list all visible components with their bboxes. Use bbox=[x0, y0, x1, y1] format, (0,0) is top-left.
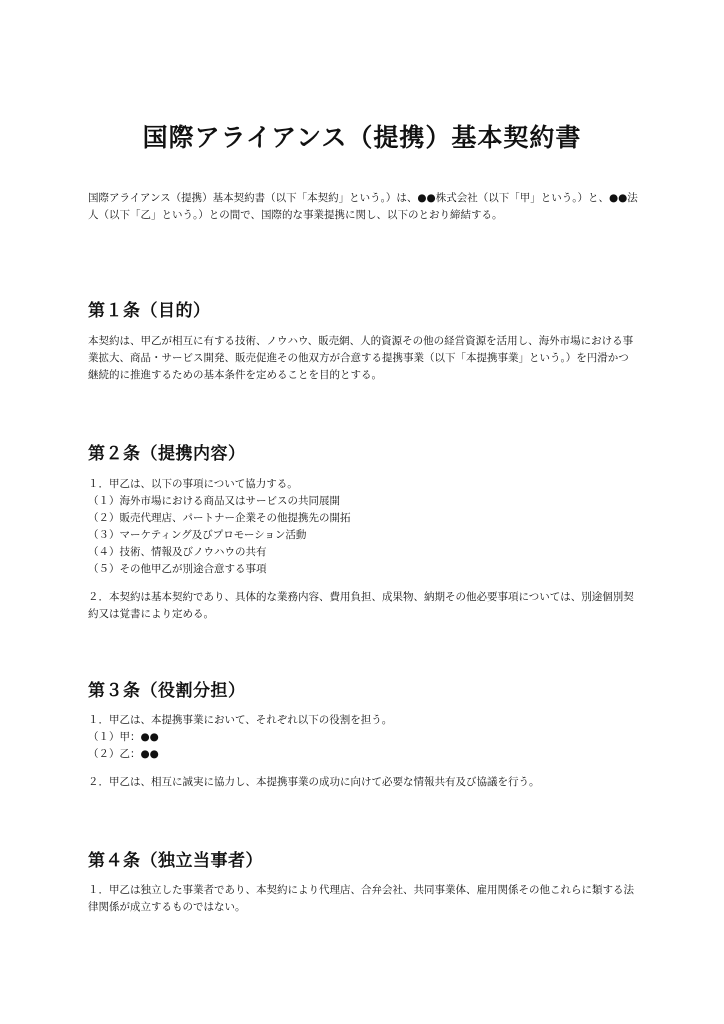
article-2-para-2: ２．本契約は基本契約であり、具体的な業務内容、費用負担、成果物、納期その他必要事項については、別途個別契約又は覚書により定める。 bbox=[88, 591, 634, 620]
list-item: １．甲乙は、以下の事項について協力する。 bbox=[88, 478, 298, 490]
document-title: 国際アライアンス（提携）基本契約書 bbox=[142, 123, 582, 152]
list-item: （２）乙：●● bbox=[88, 748, 159, 760]
article-3-heading: 第３条（役割分担） bbox=[88, 681, 246, 701]
list-item: （３）マーケティング及びプロモーション活動 bbox=[88, 529, 307, 541]
list-item: （５）その他甲乙が別途合意する事項 bbox=[88, 563, 267, 575]
preamble-text: 国際アライアンス（提携）基本契約書（以下「本契約」という。）は、●●株式会社（以下「甲」という。）と、●●法人（以下「乙」という。）との間で、国際的な事業提携に関し、以下のとおり締結する。 bbox=[88, 192, 638, 221]
article-2-list bbox=[88, 476, 638, 578]
article-1-heading: 第１条（目的） bbox=[88, 301, 211, 321]
article-1-body: 本契約は、甲乙が相互に有する技術、ノウハウ、販売網、人的資源その他の経営資源を活用し、海外市場における事業拡大、商品・サービス開発、販売促進その他双方が合意する提携事業（以下「本提携事業」という。）を円滑かつ継続的に推進するための基本条件を定めることを目的とする。 bbox=[88, 335, 634, 381]
article-3-list bbox=[88, 712, 638, 763]
list-item: （１）甲：●● bbox=[88, 731, 159, 743]
list-item: （４）技術、情報及びノウハウの共有 bbox=[88, 546, 267, 558]
list-item: （１）海外市場における商品又はサービスの共同展開 bbox=[88, 495, 340, 507]
article-4-heading: 第４条（独立当事者） bbox=[88, 851, 263, 871]
article-3-para-2: ２．甲乙は、相互に誠実に協力し、本提携事業の成功に向けて必要な情報共有及び協議を行う。 bbox=[88, 776, 540, 788]
list-item: １．甲乙は、本提携事業において、それぞれ以下の役割を担う。 bbox=[88, 714, 393, 726]
list-item: （２）販売代理店、パートナー企業その他提携先の開拓 bbox=[88, 512, 351, 524]
article-4-body: １．甲乙は独立した事業者であり、本契約により代理店、合弁会社、共同事業体、雇用関係その他これらに類する法律関係が成立するものではない。 bbox=[88, 884, 634, 913]
article-2-heading: 第２条（提携内容） bbox=[88, 444, 246, 464]
